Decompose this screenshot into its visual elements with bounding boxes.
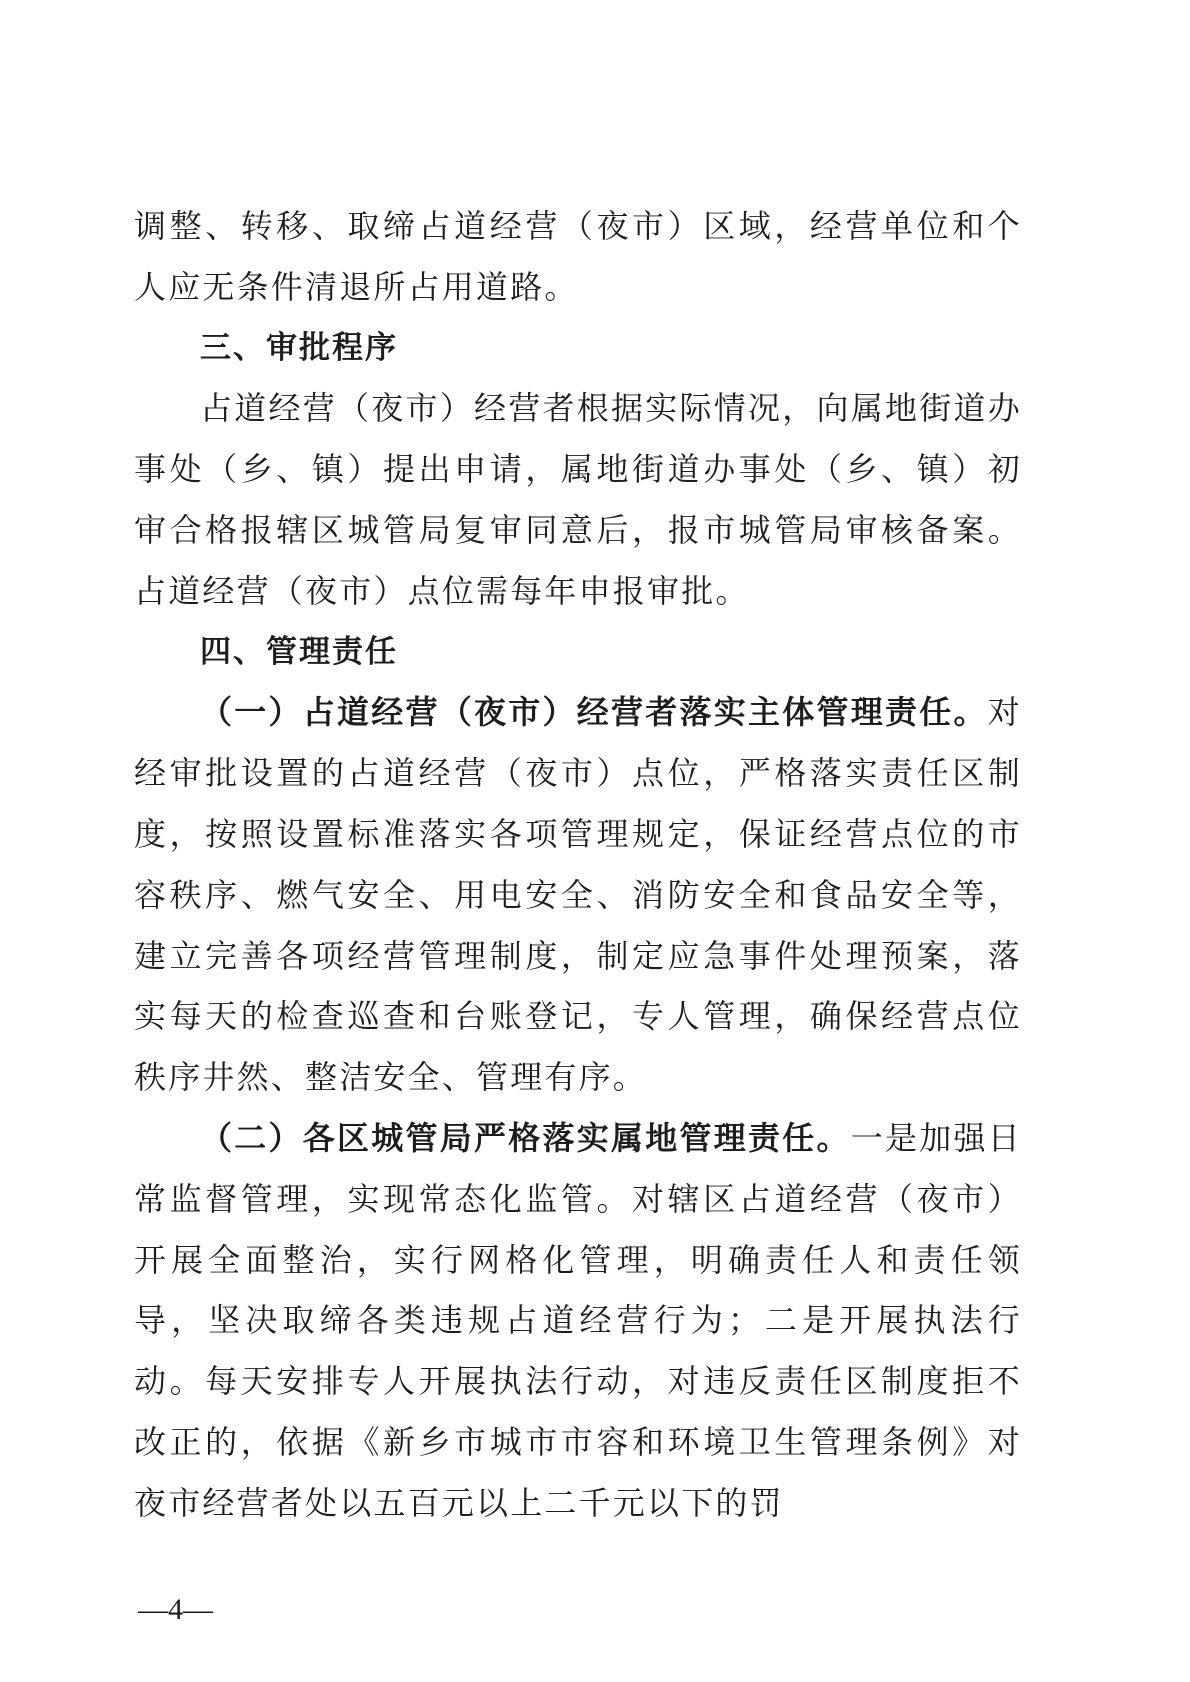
document-body <box>134 196 1022 1534</box>
paragraph-approval-procedure: 占道经营（夜市）经营者根据实际情况，向属地街道办事处（乡、镇）提出申请，属地街道办事处（乡、镇）初审合格报辖区城管局复审同意后，报市城管局审核备案。占道经营（夜市）点位需每年申报审批。 <box>134 389 1022 610</box>
paragraph-body-district: 一是加强日常监督管理，实现常态化监管。对辖区占道经营（夜市）开展全面整治，实行网格化管理，明确责任人和责任领导，坚决取缔各类违规占道经营行为；二是开展执法行动。每天安排专人开展执法行动，对违反责任区制度拒不改正的，依据《新乡市城市市容和环境卫生管理条例》对夜市经营者处以五百元以上二千元以下的罚 <box>134 1118 1022 1522</box>
paragraph-body-operator: 对经审批设置的占道经营（夜市）点位，严格落实责任区制度，按照设置标准落实各项管理规定，保证经营点位的市容秩序、燃气安全、用电安全、消防安全和食品安全等，建立完善各项经营管理制度，制定应急事件处理预案，落实每天的检查巡查和台账登记，专人管理，确保经营点位秩序井然、整洁安全、管理有序。 <box>134 693 1022 1097</box>
page-number: —4— <box>138 1593 213 1626</box>
paragraph-operator-responsibility <box>134 682 1022 1108</box>
paragraph-district-responsibility <box>134 1108 1022 1534</box>
paragraph-lead-district: （二）各区城管局严格落实属地管理责任。 <box>200 1118 851 1157</box>
paragraph-lead-operator: （一）占道经营（夜市）经营者落实主体管理责任。 <box>200 693 988 732</box>
section-heading-management-responsibility: 四、管理责任 <box>200 633 398 670</box>
section-heading-approval-procedure: 三、审批程序 <box>200 329 398 366</box>
paragraph-continuation: 调整、转移、取缔占道经营（夜市）区域，经营单位和个人应无条件清退所占用道路。 <box>134 207 1022 306</box>
